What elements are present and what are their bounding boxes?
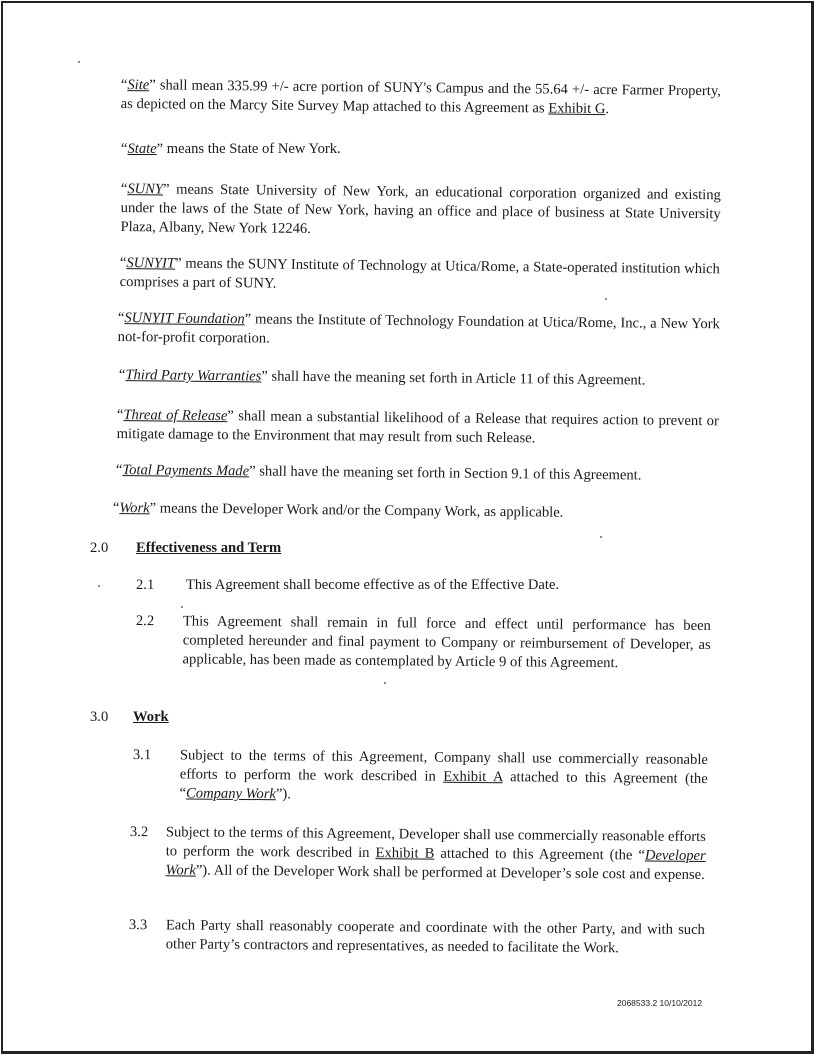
section-title: Effectiveness and Term: [136, 540, 282, 556]
clause-text: Each Party shall reasonably cooperate and coordinate with the other Party, and with such other Party’s contractors and representatives, as needed to facilitate the Work.: [165, 917, 705, 957]
clause-text: This Agreement shall become effective as of the Effective Date.: [186, 577, 560, 593]
definition-suny: “SUNY” means State University of New York, an educational corporation organized and existing under the laws of the State of New York, having an office and place of business at State University Plaza, Albany, New York 12246.: [120, 180, 721, 237]
scan-speck: [384, 682, 386, 684]
scan-speck: [181, 606, 183, 608]
definition-total-payments-made: “Total Payments Made” shall have the meaning set forth in Section 9.1 of this Agreement.: [115, 461, 642, 484]
section-heading-3: [90, 708, 290, 728]
clause-number: 3.3: [128, 916, 148, 934]
defined-term: Site: [127, 77, 150, 94]
section-number: 2.0: [90, 540, 109, 556]
defined-term: SUNYIT Foundation: [124, 310, 245, 328]
clause-3-1: [132, 746, 713, 811]
definition-sunyit-foundation: “SUNYIT Foundation” means the Institute of Technology Foundation at Utica/Rome, Inc., a New York not-for-profit corporation.: [117, 309, 720, 347]
clause-number: 3.1: [132, 746, 152, 764]
clause-number: 2.1: [136, 577, 155, 593]
defined-term: Developer Work: [165, 847, 706, 879]
exhibit-reference: Exhibit G: [548, 100, 606, 118]
exhibit-reference: Exhibit B: [375, 845, 435, 862]
defined-term: Total Payments Made: [122, 462, 250, 480]
exhibit-reference: Exhibit A: [443, 768, 503, 786]
defined-term: Third Party Warranties: [125, 367, 262, 385]
clause-text: This Agreement shall remain in full force and effect until performance has been completed hereunder and final payment to Company or reimbursement of Developer, as applicable, has been made as contemplated by Article 9 of this Agreement.: [182, 613, 711, 672]
scan-speck: [605, 298, 607, 300]
defined-term: Company Work: [186, 785, 276, 803]
scan-speck: [78, 61, 80, 63]
clause-2-1: [136, 576, 716, 596]
defined-term: State: [127, 141, 157, 157]
clause-3-2: [129, 823, 710, 908]
clause-2-2: [135, 612, 716, 697]
scan-speck: [600, 536, 602, 538]
clause-number: 3.2: [129, 823, 149, 841]
scan-speck: [98, 585, 100, 587]
defined-term: Work: [119, 500, 150, 517]
defined-term: SUNY: [127, 181, 164, 198]
definition-third-party-warranties: “Third Party Warranties” shall have the meaning set forth in Article 11 of this Agreement.: [118, 366, 646, 389]
document-id: 2068533.2 10/10/2012: [617, 998, 703, 1008]
defined-term: Threat of Release: [123, 407, 228, 425]
clause-text: Subject to the terms of this Agreement, Company shall use commercially reasonable efforts to perform the work described in Exhibit A attached to this Agreement (the “Company Work”).: [179, 747, 708, 803]
clause-3-3: [129, 916, 709, 961]
definition-work: “Work” means the Developer Work and/or the Company Work, as applicable.: [112, 499, 564, 521]
section-title: Work: [133, 709, 169, 725]
definition-sunyit: “SUNYIT” means the SUNY Institute of Technology at Utica/Rome, a State-operated institution which comprises a part of SUNY.: [119, 254, 720, 292]
defined-term: SUNYIT: [126, 255, 176, 272]
section-heading-2: [90, 539, 390, 559]
definition-state: “State” means the State of New York.: [121, 141, 341, 157]
definition-site: “Site” shall mean 335.99 +/- acre portion of SUNY's Campus and the 55.64 +/- acre Farmer Property, as depicted on the Marcy Site Survey Map attached to this Agreement as Exhibit G.: [120, 76, 721, 118]
clause-number: 2.2: [135, 612, 155, 630]
definition-threat-of-release: “Threat of Release” shall mean a substantial likelihood of a Release that requires action to prevent or mitigate damage to the Environment that may result from such Release.: [116, 406, 719, 447]
section-number: 3.0: [90, 709, 109, 725]
clause-text: Subject to the terms of this Agreement, Developer shall use commercially reasonable efforts to perform the work described in Exhibit B attached to this Agreement (the “Developer Work”). All of the Developer Work shall be performed at Developer’s sole cost and expense.: [165, 824, 706, 884]
